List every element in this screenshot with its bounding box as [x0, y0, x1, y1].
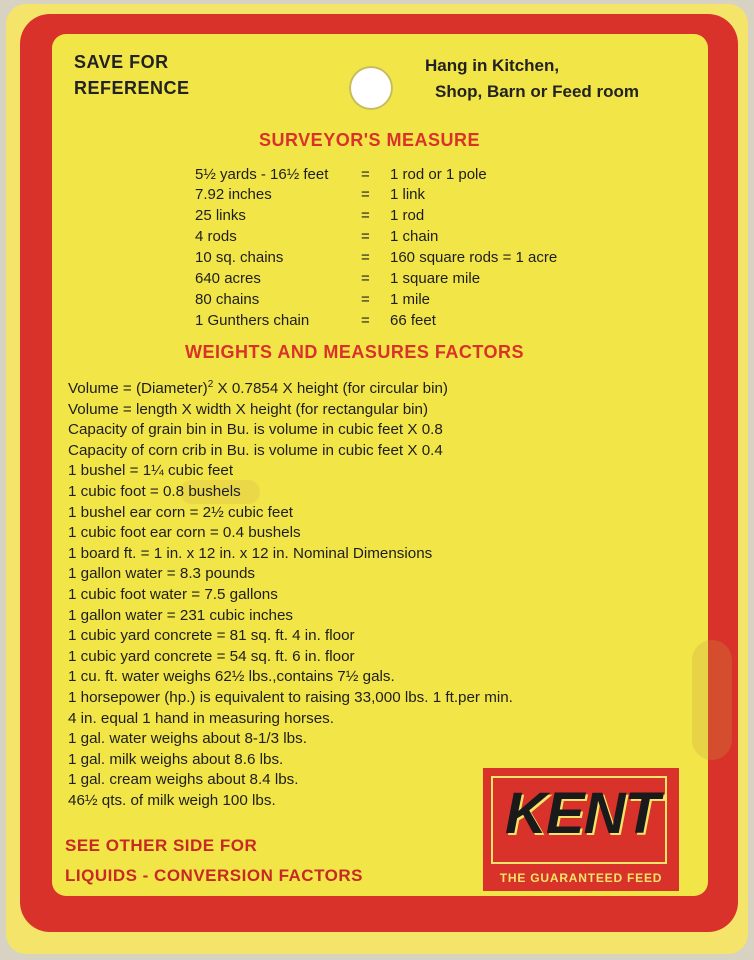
surveyor-lhs: 80 chains [195, 291, 260, 308]
surveyor-lhs: 25 links [195, 207, 246, 224]
hanging-hole [349, 66, 393, 110]
factor-item: Volume = length X width X height (for rectangular bin) [68, 400, 429, 418]
hang-location-note [425, 53, 639, 105]
formula-prefix: Volume = (Diameter) [68, 380, 208, 398]
surveyor-rhs: 1 square mile [390, 270, 481, 287]
volume-circular-formula [68, 375, 688, 400]
factor-item: 1 cu. ft. water weighs 62½ lbs.,contains 7½ gals. [68, 668, 395, 686]
factor-item: Capacity of corn crib in Bu. is volume in cubic feet X 0.4 [68, 441, 443, 459]
kent-logo [483, 768, 679, 891]
factor-item: 4 in. equal 1 hand in measuring horses. [68, 709, 334, 727]
surveyor-rhs: 1 mile [390, 291, 431, 308]
logo-tagline: THE GUARANTEED FEED [499, 871, 663, 885]
surveyor-lhs: 1 Gunthers chain [195, 312, 310, 329]
factor-item: 1 bushel ear corn = 2½ cubic feet [68, 503, 294, 521]
factor-item: 1 cubic foot = 0.8 bushels [68, 483, 241, 501]
surveyor-equals: = [361, 270, 370, 287]
surveyor-rhs: 1 chain [390, 228, 439, 245]
surveyor-rhs: 1 rod [390, 207, 425, 224]
logo-wordmark: KENT [505, 781, 659, 846]
factor-item: 1 gallon water = 8.3 pounds [68, 565, 256, 583]
surveyor-equals: = [361, 291, 370, 308]
surveyor-measure-heading: SURVEYOR'S MEASURE [259, 130, 480, 150]
surveyor-lhs: 640 acres [195, 270, 261, 287]
surveyor-rhs: 160 square rods = 1 acre [390, 249, 558, 266]
factor-item: 1 bushel = 1¼ cubic feet [68, 462, 234, 480]
factor-item: 1 gallon water = 231 cubic inches [68, 606, 294, 624]
hang-line-1: Hang in Kitchen, [425, 56, 560, 75]
factor-item: 1 cubic yard concrete = 81 sq. ft. 4 in. floor [68, 627, 355, 645]
factor-item: Capacity of grain bin in Bu. is volume in cubic feet X 0.8 [68, 421, 443, 439]
factor-item: 46½ qts. of milk weigh 100 lbs. [68, 791, 276, 809]
surveyor-lhs: 5½ yards - 16½ feet [195, 166, 329, 183]
surveyor-equals: = [361, 228, 370, 245]
surveyor-equals: = [361, 207, 370, 224]
surveyor-lhs: 7.92 inches [195, 186, 272, 203]
hang-line-2: Shop, Barn or Feed room [435, 82, 640, 101]
surveyor-equals: = [361, 166, 370, 183]
factor-item: 1 gal. water weighs about 8-1/3 lbs. [68, 730, 307, 748]
surveyor-lhs: 4 rods [195, 228, 237, 245]
surveyor-rhs: 1 rod or 1 pole [390, 166, 487, 183]
surveyor-equals: = [361, 312, 370, 329]
factor-item: 1 cubic foot ear corn = 0.4 bushels [68, 524, 301, 542]
factor-item: 1 gal. milk weighs about 8.6 lbs. [68, 750, 284, 768]
save-line-2: REFERENCE [74, 78, 190, 98]
save-line-1: SAVE FOR [74, 52, 169, 72]
surveyor-rhs: 66 feet [390, 312, 436, 329]
factors-list [68, 375, 688, 812]
formula-superscript: 2 [207, 379, 214, 390]
paper-stain [692, 640, 732, 760]
see-other-side-note [65, 831, 363, 891]
surveyor-equals: = [361, 249, 370, 266]
factor-item: 1 cubic yard concrete = 54 sq. ft. 6 in. floor [68, 647, 355, 665]
see-line-1: SEE OTHER SIDE FOR [65, 836, 258, 855]
weights-measures-heading: WEIGHTS AND MEASURES FACTORS [185, 342, 525, 362]
formula-suffix: X 0.7854 X height (for circular bin) [213, 380, 448, 398]
factor-item: 1 cubic foot water = 7.5 gallons [68, 586, 278, 603]
factor-item: 1 board ft. = 1 in. x 12 in. x 12 in. Nominal Dimensions [68, 544, 433, 562]
surveyor-lhs: 10 sq. chains [195, 249, 284, 266]
surveyor-equals: = [361, 186, 370, 203]
surveyor-rhs: 1 link [390, 186, 426, 203]
factor-item: 1 horsepower (hp.) is equivalent to raising 33,000 lbs. 1 ft.per min. [68, 688, 513, 706]
save-for-reference-note [74, 49, 190, 101]
factor-item: 1 gal. cream weighs about 8.4 lbs. [68, 771, 299, 789]
see-line-2: LIQUIDS - CONVERSION FACTORS [65, 866, 363, 885]
